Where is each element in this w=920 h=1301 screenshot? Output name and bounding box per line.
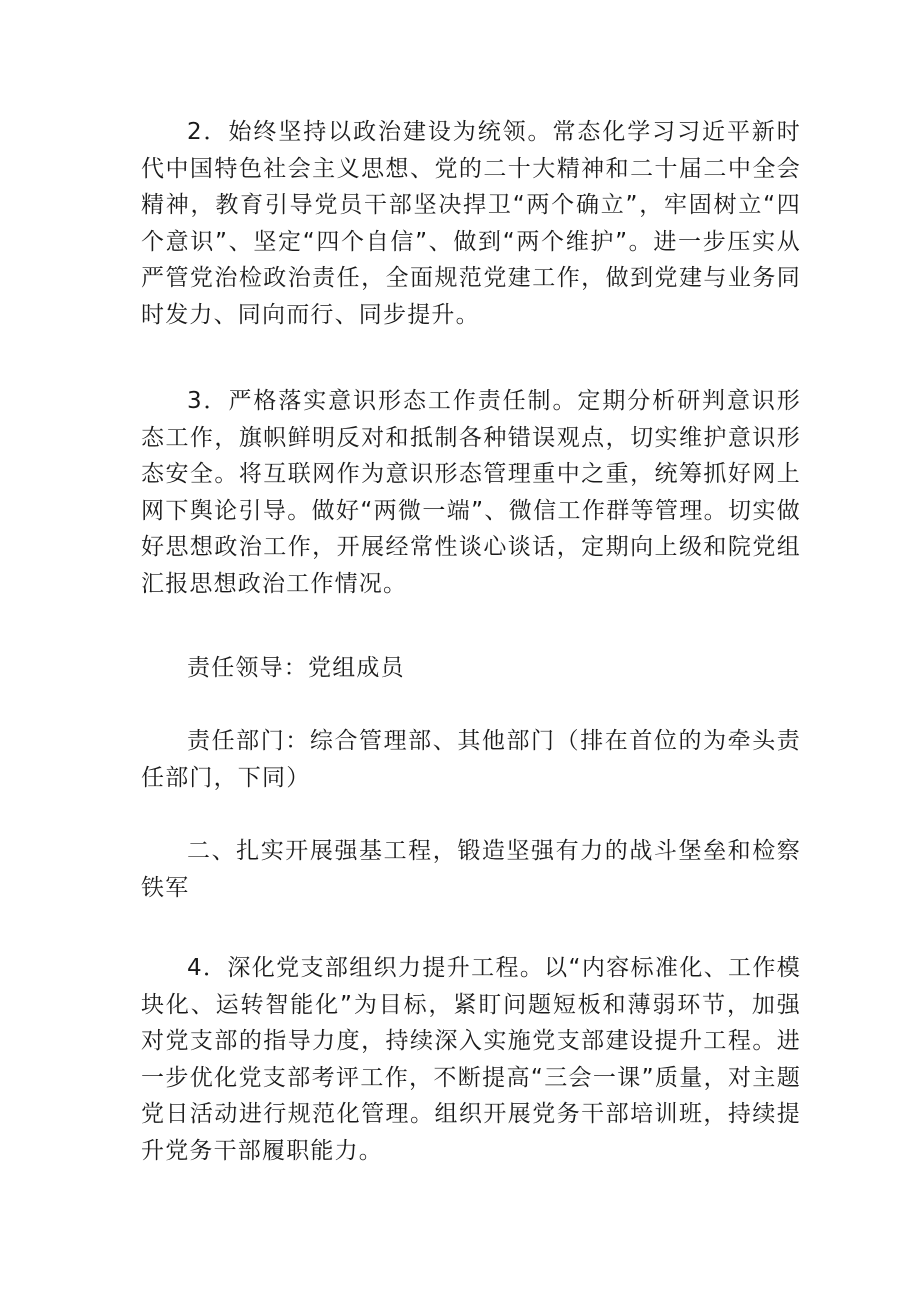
section-heading: 二、扎实开展强基工程，锻造坚强有力的战斗堡垒和检察铁军: [141, 838, 801, 901]
responsible-department-line: 责任部门：综合管理部、其他部门（排在首位的为牵头责任部门，下同）: [141, 728, 801, 791]
paragraph-ideology-responsibility: 3．严格落实意识形态工作责任制。定期分析研判意识形态工作，旗帜鲜明反对和抵制各种错误观点，切实维护意识形态安全。将互联网作为意识形态管理重中之重，统筹抓好网上网下舆论引导。做好“两微一端”、微信工作群等管理。切实做好思想政治工作，开展经常性谈心谈话，定期向上级和院党组汇报思想政治工作情况。: [141, 388, 801, 597]
paragraph-branch-capacity: 4．深化党支部组织力提升工程。以“内容标准化、工作模块化、运转智能化”为目标，紧盯问题短板和薄弱环节，加强对党支部的指导力度，持续深入实施党支部建设提升工程。进一步优化党支部考评工作，不断提高“三会一课”质量，对主题党日活动进行规范化管理。组织开展党务干部培训班，持续提升党务干部履职能力。: [141, 955, 801, 1164]
paragraph-political-building: 2．始终坚持以政治建设为统领。常态化学习习近平新时代中国特色社会主义思想、党的二十大精神和二十届二中全会精神，教育引导党员干部坚决捍卫“两个确立”，牢固树立“四个意识”、坚定“四个自信”、做到“两个维护”。进一步压实从严管党治检政治责任，全面规范党建工作，做到党建与业务同时发力、同向而行、同步提升。: [141, 119, 801, 328]
responsible-leader-line: 责任领导：党组成员: [187, 655, 405, 681]
